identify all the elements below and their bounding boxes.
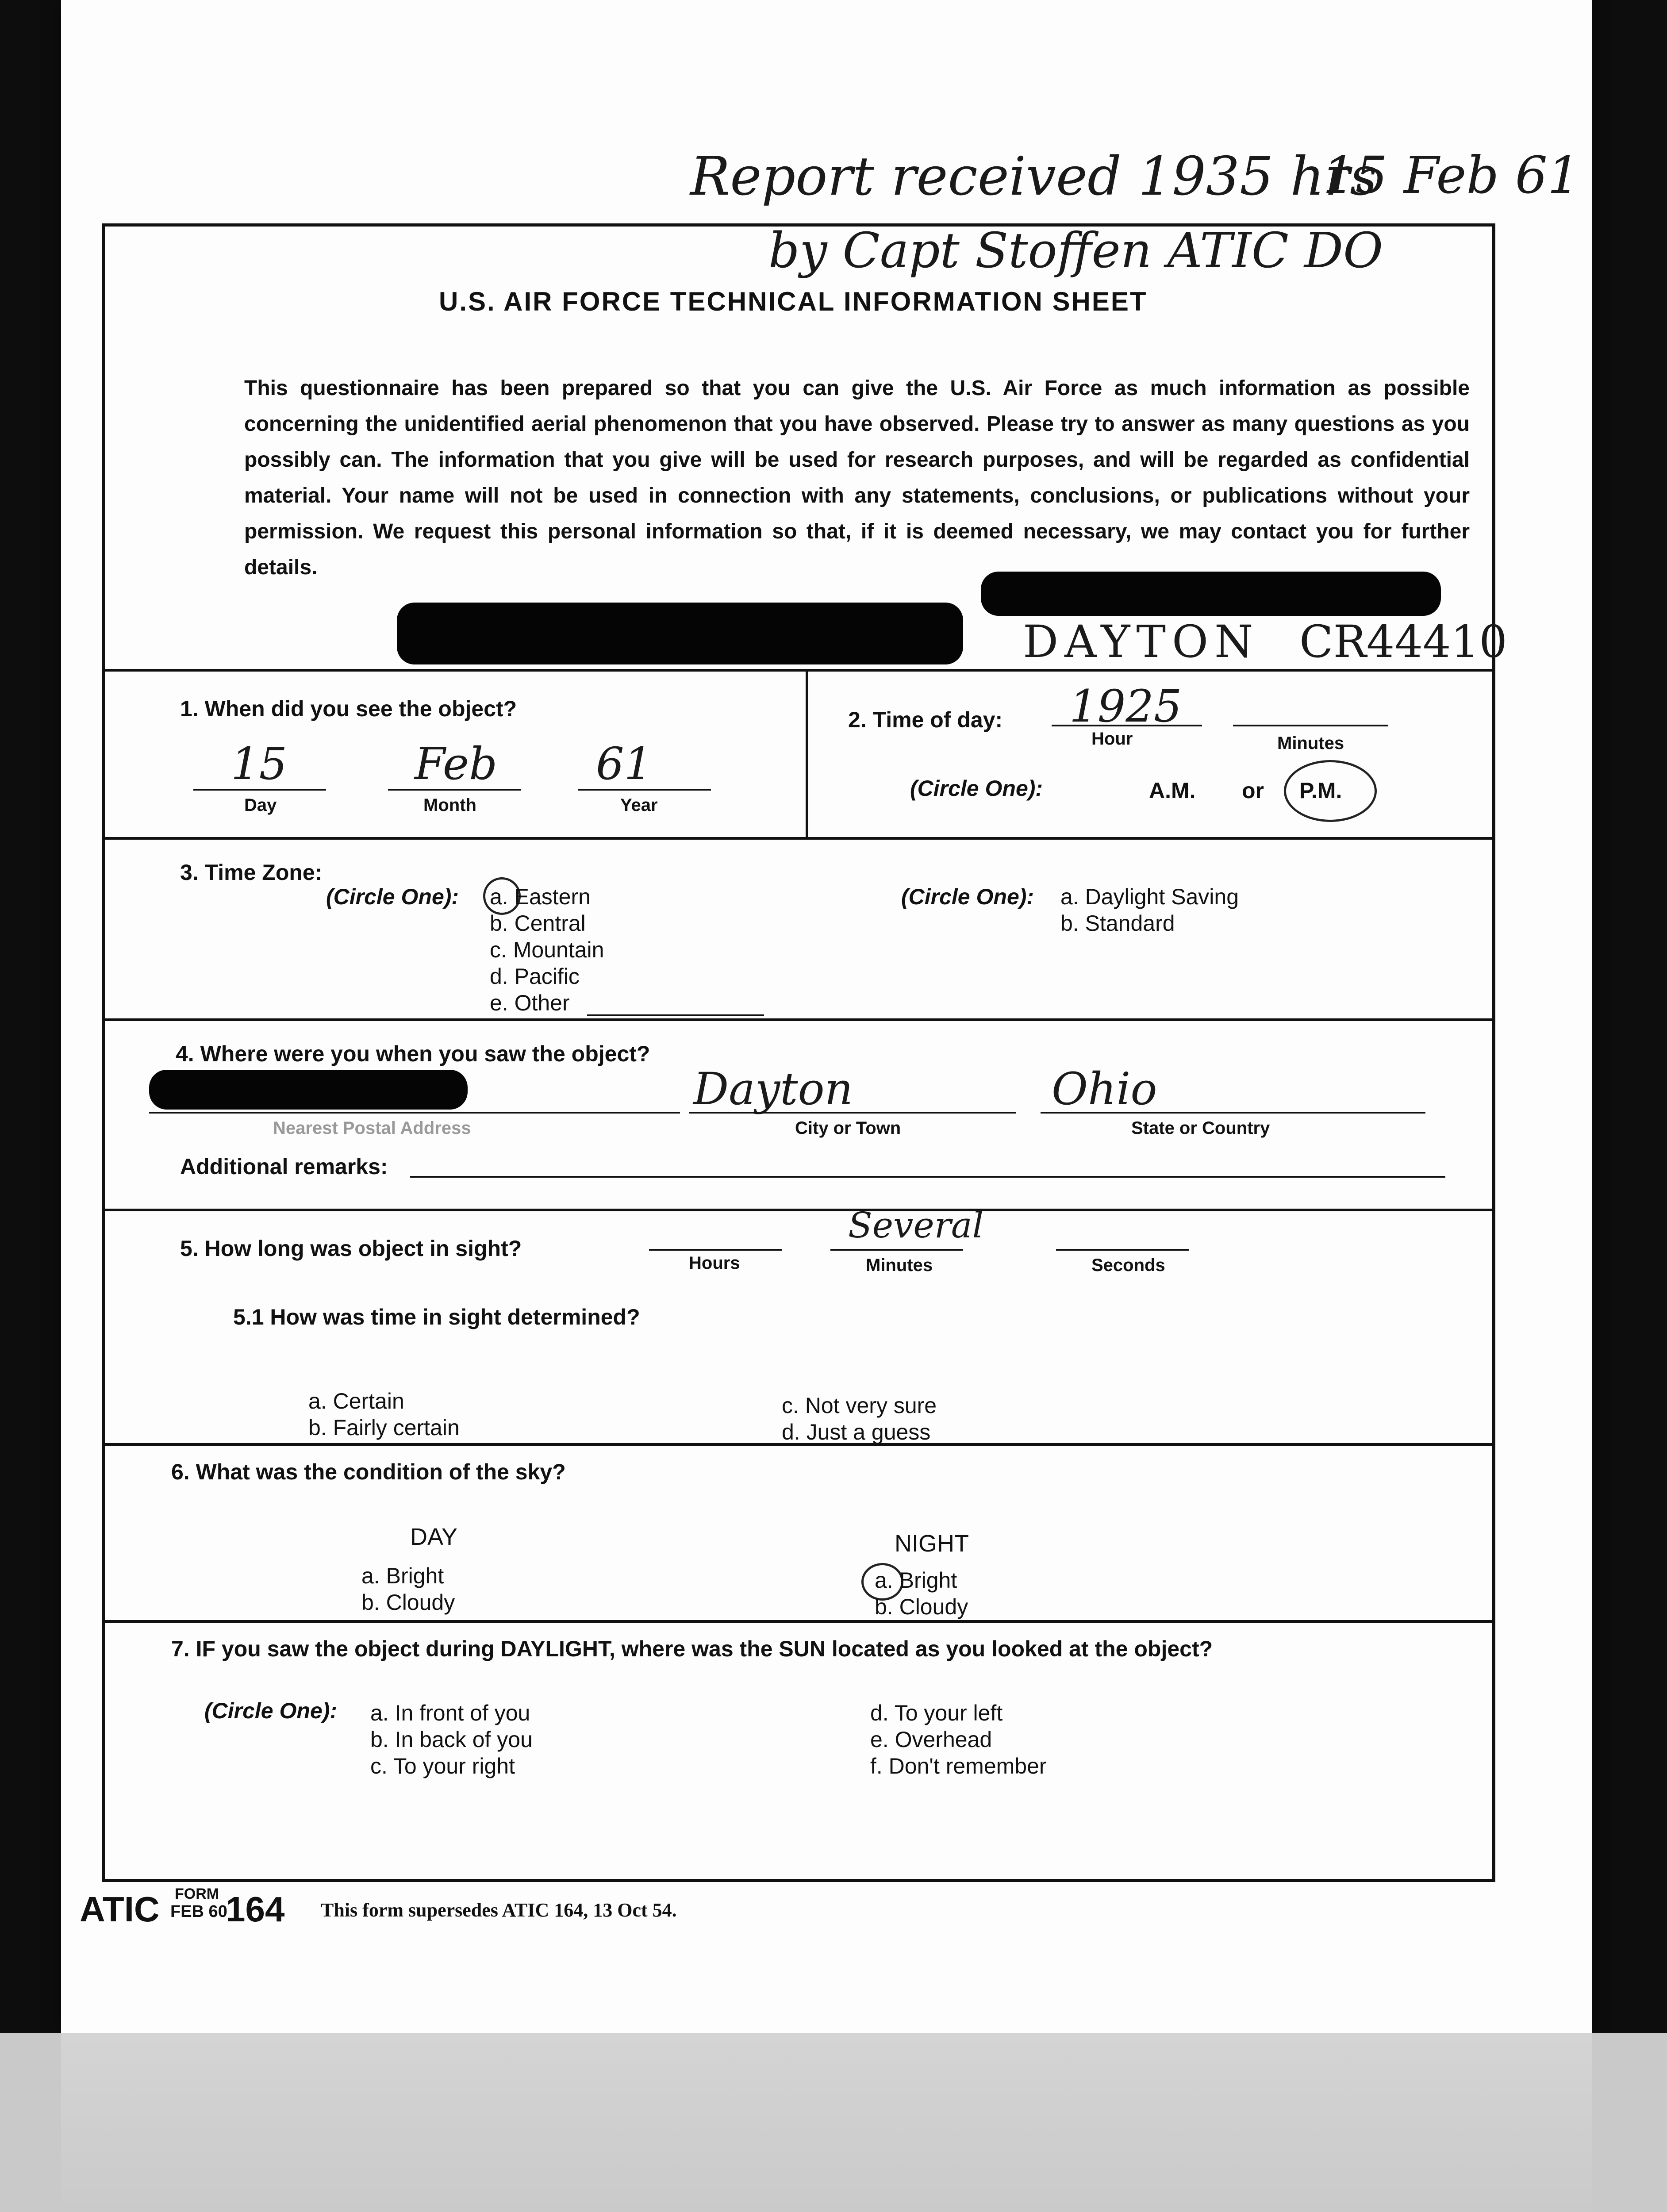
scan-shadow — [61, 2033, 1592, 2212]
q2-or: or — [1242, 778, 1264, 803]
duration-fairly-certain[interactable]: b. Fairly certain — [308, 1415, 460, 1440]
remarks-line-1[interactable] — [410, 1176, 1445, 1178]
duration-certain[interactable]: a. Certain — [308, 1389, 404, 1413]
footer-form-number: 164 — [226, 1889, 285, 1929]
section-sun — [105, 1620, 1492, 1882]
q5-minutes-label: Minutes — [866, 1256, 933, 1275]
handwritten-by-line: by Capt Stoffen ATIC DO — [768, 222, 1383, 279]
q1-year-line — [578, 789, 711, 791]
q1-day-line — [193, 789, 326, 791]
intro-paragraph: This questionnaire has been prepared so that you can give the U.S. Air Force as much information as possible concerning the unidentified aerial phenomenon that you have observed. Please try to answer as many questions as you possibly can. The information that you give will be used for research purposes, and will be regarded as confidential material. Your name will not be used in connection with any statements, conclusions, or publications without your permission. We request this personal information so that, if it is deemed necessary, we may contact you for further details. — [244, 376, 1470, 579]
q3-circle-one-2: (Circle One): — [901, 884, 1034, 909]
night-bright[interactable]: a. Bright — [875, 1568, 957, 1593]
q2-circle-one: (Circle One): — [910, 776, 1043, 801]
q1-year-value[interactable]: 61 — [596, 738, 653, 790]
q5-seconds-label: Seconds — [1091, 1256, 1165, 1275]
q2-time-value[interactable]: 1925 — [1069, 680, 1182, 732]
q4-state-label: State or Country — [1131, 1118, 1270, 1138]
day-bright[interactable]: a. Bright — [361, 1563, 444, 1588]
q1-month-label: Month — [423, 795, 476, 815]
q4-address-label: Nearest Postal Address — [273, 1118, 471, 1138]
q2-pm[interactable]: P.M. — [1299, 778, 1342, 803]
city-stamp: DAYTON — [1023, 616, 1260, 668]
q1-day-value[interactable]: 15 — [231, 738, 288, 790]
city-line — [689, 1112, 1016, 1114]
handwritten-date: 15 Feb 61 — [1323, 146, 1580, 205]
q3-label: 3. Time Zone: — [180, 860, 323, 885]
address-line — [149, 1112, 680, 1114]
q4-label: 4. Where were you when you saw the object? — [176, 1041, 650, 1066]
handwritten-note: Report received 1935 hrs — [690, 146, 1377, 207]
q1-day-label: Day — [244, 795, 277, 815]
duration-not-sure[interactable]: c. Not very sure — [782, 1393, 937, 1418]
q4-city-label: City or Town — [795, 1118, 901, 1138]
q5-minutes-value[interactable]: Several — [848, 1205, 984, 1246]
q2-minutes-label: Minutes — [1277, 733, 1344, 753]
footer-supersedes: This form supersedes ATIC 164, 13 Oct 54. — [321, 1899, 677, 1921]
hours-line — [649, 1249, 782, 1251]
q3-circle-one: (Circle One): — [326, 884, 459, 909]
q4-state-value[interactable]: Ohio — [1052, 1063, 1157, 1115]
q1-year-label: Year — [620, 795, 658, 815]
sun-front[interactable]: a. In front of you — [370, 1701, 530, 1725]
q2-hour-label: Hour — [1091, 729, 1133, 749]
sun-right[interactable]: c. To your right — [370, 1754, 515, 1778]
sun-left[interactable]: d. To your left — [870, 1701, 1003, 1725]
redaction-bar — [981, 572, 1441, 616]
standard[interactable]: b. Standard — [1060, 911, 1175, 936]
zone-other[interactable]: e. Other — [490, 991, 570, 1015]
q5-label: 5. How long was object in sight? — [180, 1236, 522, 1261]
information-sheet-form — [102, 222, 1507, 1882]
sun-dont-remember[interactable]: f. Don't remember — [870, 1754, 1047, 1778]
minutes-line — [830, 1249, 963, 1251]
q2-am[interactable]: A.M. — [1149, 778, 1196, 803]
q5-sub-label: 5.1 How was time in sight determined? — [233, 1305, 640, 1329]
report-code: CR44410 — [1299, 616, 1507, 668]
q2-hour-line — [1052, 725, 1202, 726]
night-cloudy[interactable]: b. Cloudy — [875, 1594, 968, 1619]
q7-circle-one: (Circle One): — [204, 1698, 338, 1723]
redaction-bar — [397, 603, 963, 664]
footer-atic: ATIC — [80, 1889, 160, 1929]
day-cloudy[interactable]: b. Cloudy — [361, 1590, 455, 1615]
sun-back[interactable]: b. In back of you — [370, 1727, 533, 1752]
q1-month-line — [388, 789, 521, 791]
section-time-zone — [105, 837, 1492, 1021]
zone-eastern[interactable]: a. Eastern — [490, 884, 591, 909]
q2-minutes-line — [1233, 725, 1388, 726]
q7-label: 7. IF you saw the object during DAYLIGHT, where was the SUN located as you looked at the object? — [171, 1636, 1213, 1661]
section-duration — [105, 1205, 1492, 1446]
q2-label: 2. Time of day: — [848, 707, 1003, 732]
footer-form-date: FEB 60 — [170, 1902, 227, 1921]
redaction-bar — [149, 1070, 468, 1110]
seconds-line — [1056, 1249, 1189, 1251]
zone-other-line — [587, 1014, 764, 1016]
q4-remarks-label: Additional remarks: — [180, 1154, 388, 1179]
section-sky — [105, 1443, 1492, 1623]
duration-guess[interactable]: d. Just a guess — [782, 1420, 931, 1444]
footer-form-word: FORM — [175, 1886, 219, 1902]
zone-central[interactable]: b. Central — [490, 911, 586, 936]
state-line — [1041, 1112, 1425, 1114]
q6-label: 6. What was the condition of the sky? — [171, 1459, 566, 1484]
section-location — [105, 1018, 1492, 1211]
form-title: U.S. AIR FORCE TECHNICAL INFORMATION SHEET — [439, 287, 1148, 316]
q4-city-value[interactable]: Dayton — [693, 1063, 853, 1115]
q5-hours-label: Hours — [689, 1253, 740, 1273]
zone-mountain[interactable]: c. Mountain — [490, 937, 604, 962]
day-title: DAY — [410, 1524, 458, 1550]
zone-pacific[interactable]: d. Pacific — [490, 964, 580, 989]
sun-overhead[interactable]: e. Overhead — [870, 1727, 992, 1752]
q1-label: 1. When did you see the object? — [180, 696, 517, 721]
q1-month-value[interactable]: Feb — [415, 738, 498, 790]
pm-circle-mark — [1284, 760, 1377, 822]
night-title: NIGHT — [895, 1530, 969, 1557]
daylight-saving[interactable]: a. Daylight Saving — [1060, 884, 1239, 909]
section-date-time — [105, 669, 1492, 840]
